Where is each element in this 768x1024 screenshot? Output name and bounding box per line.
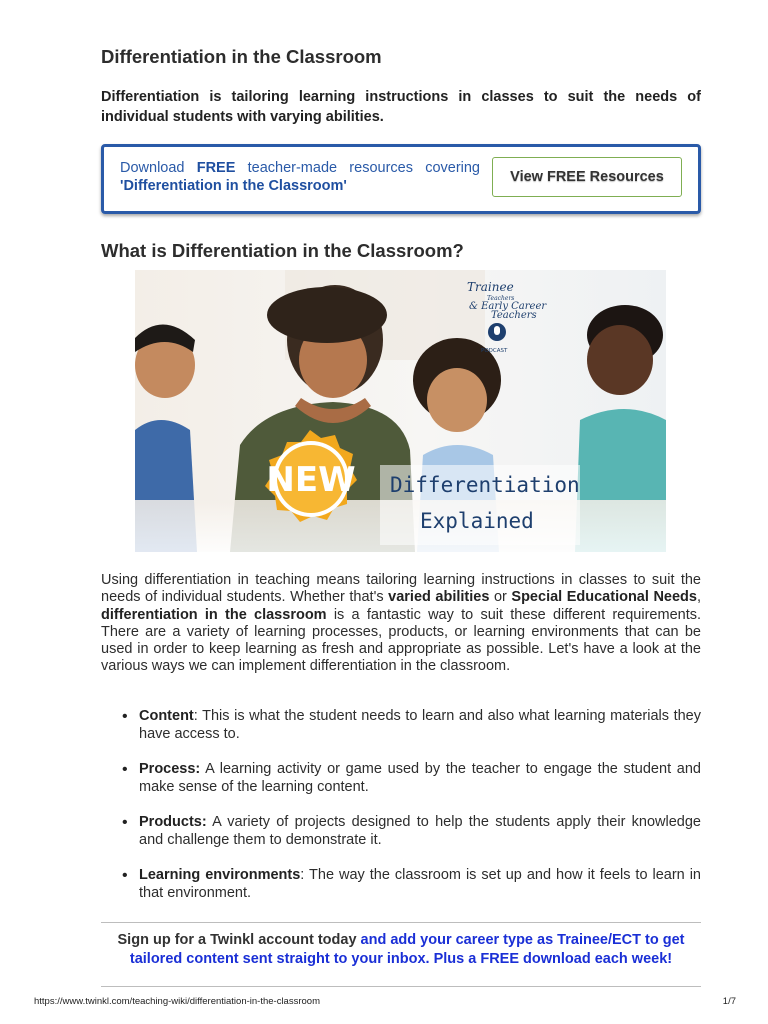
callout-topic: 'Differentiation in the Classroom' — [120, 178, 347, 194]
intro-paragraph: Differentiation is tailoring learning instructions in classes to suit the needs of individual students with varying abilities. — [101, 89, 701, 125]
hero-headline-line2: Explained — [420, 509, 534, 533]
divider — [101, 986, 701, 987]
hero-headline-line1: Differentiation — [390, 473, 580, 497]
svg-text:Trainee: Trainee — [467, 280, 514, 294]
resources-callout — [101, 144, 701, 214]
page-number: 1/7 — [722, 996, 736, 1007]
svg-text:& Early Career: & Early Career — [469, 301, 547, 312]
divider — [101, 922, 701, 923]
view-free-resources-button[interactable]: View FREE Resources — [492, 157, 682, 197]
svg-text:Teachers: Teachers — [491, 310, 537, 321]
section-heading: What is Differentiation in the Classroom? — [101, 240, 464, 261]
hero-image — [135, 270, 666, 552]
hero-illustration — [135, 270, 666, 552]
page-title: Differentiation in the Classroom — [101, 46, 382, 67]
svg-text:Teachers: Teachers — [487, 295, 515, 302]
footer-url: https://www.twinkl.com/teaching-wiki/differentiation-in-the-classroom — [34, 996, 320, 1007]
list-item: • Products: A variety of projects designed to help the students apply their knowledge and challenge them to demonstrate it. — [139, 814, 701, 849]
svg-text:NEW: NEW — [266, 460, 356, 500]
free-label: FREE — [196, 160, 236, 176]
list-item: • Content: This is what the student needs to learn and also what learning materials they have access to. — [139, 708, 701, 743]
signup-banner: Sign up for a Twinkl account today and add your career type as Trainee/ECT to get tailored content sent straight to your inbox. Plus a FREE download each week! — [117, 932, 685, 967]
differentiation-types-list — [101, 708, 701, 920]
list-item: • Process: A learning activity or game used by the teacher to engage the student and make sense of the learning content. — [139, 761, 701, 796]
callout-text: Download FREE teacher-made resources covering 'Differentiation in the Classroom' — [120, 160, 480, 194]
list-item: • Learning environments: The way the classroom is set up and how it feels to learn in that environment. — [139, 867, 701, 902]
svg-text:PODCAST: PODCAST — [481, 348, 508, 354]
body-paragraph: Using differentiation in teaching means tailoring learning instructions in classes to suit the needs of individual students. Whether that's varied abilities or Special Educational Needs, differentiation in the classroom is a fantastic way to suit these different requirements. There are a variety of learning processes, products, or learning environments that can be used in order to keep learning as fresh and appropriate as possible. Let's have a look at the various ways we can implement differentiation in the classroom. — [101, 572, 701, 675]
signup-link[interactable]: and add your career type as Trainee/ECT to get tailored content sent straight to your inbox. Plus a FREE download each week! — [129, 932, 685, 967]
